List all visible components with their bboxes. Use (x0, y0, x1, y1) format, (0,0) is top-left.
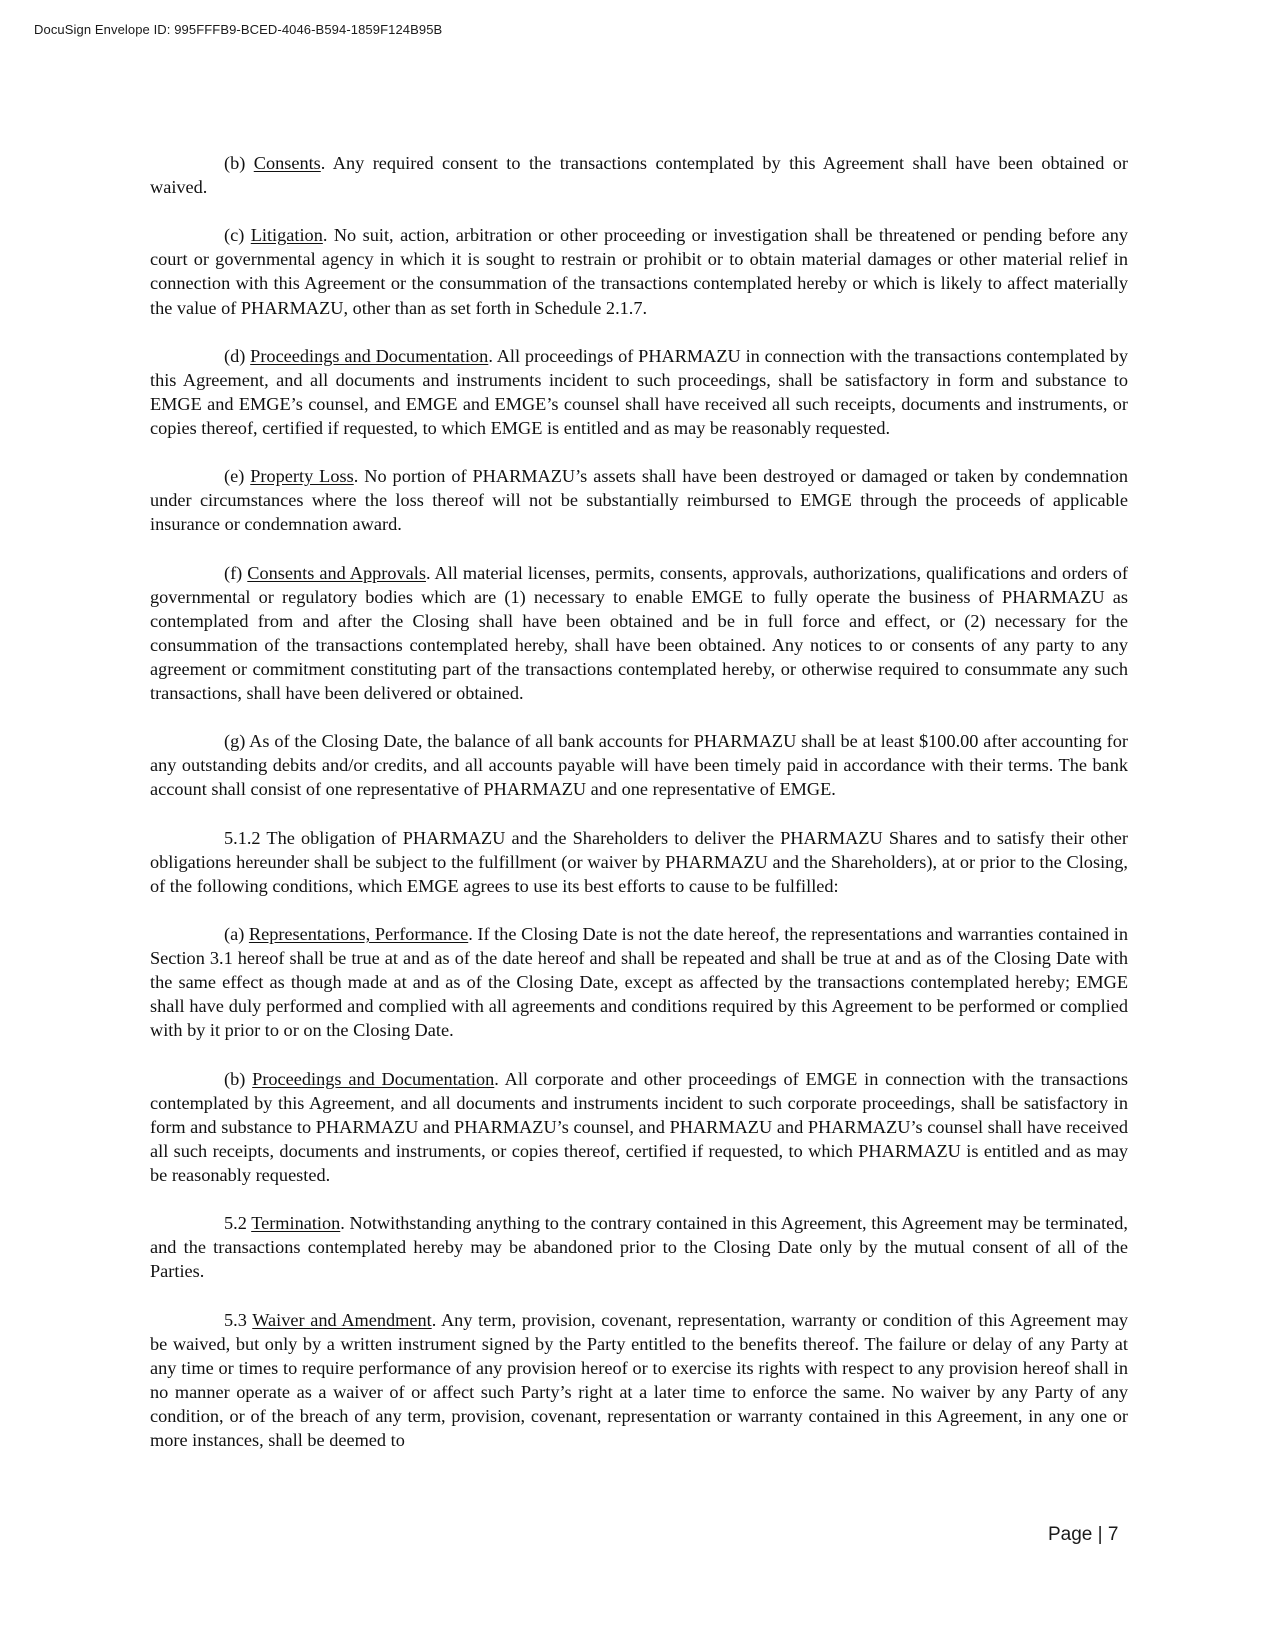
document-body (150, 151, 1128, 1476)
clause-f-consents-approvals (150, 561, 1128, 706)
clause-text: . All proceedings of PHARMAZU in connection with the transactions contemplated by this Agreement, and all documents and instruments incident to such proceedings, shall be satisfactory in form and substance to EMGE and EMGE’s counsel, and EMGE and EMGE’s counsel shall have received all such receipts, documents and instruments, or copies thereof, certified if requested, to which EMGE is entitled and as may be reasonably requested. (150, 345, 1128, 439)
clause-number: 5.3 (224, 1309, 253, 1330)
clause-text: . No suit, action, arbitration or other proceeding or investigation shall be threatened or pending before any court or governmental agency in which it is sought to restrain or prohibit or to obtain material damages or other material relief in connection with this Agreement or the consummation of the transactions contemplated hereby or which is likely to affect materially the value of PHARMAZU, other than as set forth in Schedule 2.1.7. (150, 225, 1128, 318)
clause-number: (g) (224, 731, 250, 752)
clause-text: . All material licenses, permits, consents, approvals, authorizations, qualifications and orders of governmental or regulatory bodies which are (1) necessary to enable EMGE to fully operate the business of PHARMAZU as contemplated from and after the Closing shall have been obtained and be in full force and effect, or (2) necessary for the consummation of the transactions contemplated hereby, shall have been obtained. Any notices to or consents of any party to any agreement or commitment constituting part of the transactions contemplated hereby, or otherwise required to consummate any such transactions, shall have been delivered or obtained. (150, 562, 1128, 704)
clause-text: . All corporate and other proceedings of EMGE in connection with the transactions contemplated by this Agreement, and all documents and instruments incident to such corporate proceedings, shall be satisfactory in form and substance to PHARMAZU and PHARMAZU’s counsel, and PHARMAZU and PHARMAZU’s counsel shall have received all such receipts, documents and instruments, or copies thereof, certified if requested, to which PHARMAZU is entitled and as may be reasonably requested. (150, 1068, 1128, 1185)
clause-number: 5.1.2 (224, 827, 267, 848)
clause-text: . If the Closing Date is not the date hereof, the representations and warranties contained in Section 3.1 hereof shall be true at and as of the date hereof and shall be repeated and shall be true at and as of the Closing Date with the same effect as though made at and as of the Closing Date, except as affected by the transactions contemplated hereby; EMGE shall have duly performed and complied with all agreements and conditions required by this Agreement to be performed or complied with by it prior to or on the Closing Date. (150, 924, 1128, 1041)
clause-e-property-loss (150, 464, 1128, 536)
clause-heading: Consents and Approvals (247, 562, 426, 583)
clause-number: (d) (224, 345, 251, 366)
clause-heading: Waiver and Amendment (252, 1309, 432, 1330)
clause-number: (a) (224, 924, 249, 944)
clause-c-litigation (150, 223, 1128, 319)
clause-b-proceedings (150, 1067, 1128, 1187)
clause-number: (e) (224, 466, 251, 487)
clause-heading: Property Loss (250, 466, 354, 487)
clause-heading: Representations, Performance (248, 924, 469, 944)
clause-heading: Consents (253, 153, 321, 173)
clause-5-1-2 (150, 826, 1128, 898)
clause-g-bank-accounts (150, 729, 1128, 801)
clause-text: . Notwithstanding anything to the contrary contained in this Agreement, this Agreement may be terminated, and the transactions contemplated hereby may be abandoned prior to the Closing Date only by the mutual consent of all of the Parties. (150, 1213, 1128, 1282)
clause-5-3-waiver (150, 1308, 1128, 1453)
clause-text: The obligation of PHARMAZU and the Shareholders to deliver the PHARMAZU Shares and to satisfy their other obligations hereunder shall be subject to the fulfillment (or waiver by PHARMAZU and the Shareholders), at or prior to the Closing, of the following conditions, which EMGE agrees to use its best efforts to cause to be fulfilled: (150, 827, 1128, 896)
page-number: Page | 7 (1048, 1524, 1119, 1545)
clause-number: (b) (224, 1068, 253, 1089)
clause-d-proceedings (150, 344, 1128, 440)
clause-number: 5.2 (224, 1213, 252, 1234)
clause-heading: Termination (251, 1213, 341, 1234)
clause-text: As of the Closing Date, the balance of all bank accounts for PHARMAZU shall be at least $100.00 after accounting for any outstanding debits and/or credits, and all accounts payable will have been timely paid in accordance with their terms. The bank account shall consist of one representative of PHARMAZU and one representative of EMGE. (150, 731, 1128, 800)
clause-text: . No portion of PHARMAZU’s assets shall have been destroyed or damaged or taken by condemnation under circumstances where the loss thereof will not be substantially reimbursed to EMGE through the proceeds of applicable insurance or condemnation award. (150, 466, 1128, 535)
docusign-envelope-id: DocuSign Envelope ID: 995FFFB9-BCED-4046-B594-1859F124B95B (34, 22, 443, 37)
clause-number: (c) (224, 225, 251, 246)
clause-number: (f) (224, 562, 248, 583)
clause-text: . Any term, provision, covenant, representation, warranty or condition of this Agreement may be waived, but only by a written instrument signed by the Party entitled to the benefits thereof. The failure or delay of any Party at any time or times to require performance of any provision hereof or to exercise its rights with respect to any provision hereof shall in no manner operate as a waiver of or affect such Party’s right at a later time to enforce the same. No waiver by any Party of any condition, or of the breach of any term, provision, covenant, representation or warranty contained in this Agreement, in any one or more instances, shall be deemed to (150, 1309, 1128, 1450)
clause-heading: Litigation (250, 225, 323, 246)
clause-a-representations (150, 922, 1128, 1042)
clause-heading: Proceedings and Documentation (250, 345, 489, 366)
clause-b-consents (150, 151, 1128, 199)
clause-number: (b) (224, 153, 254, 173)
clause-heading: Proceedings and Documentation (252, 1068, 495, 1089)
clause-text: . Any required consent to the transactions contemplated by this Agreement shall have been obtained or waived. (150, 153, 1128, 198)
clause-5-2-termination (150, 1211, 1128, 1283)
